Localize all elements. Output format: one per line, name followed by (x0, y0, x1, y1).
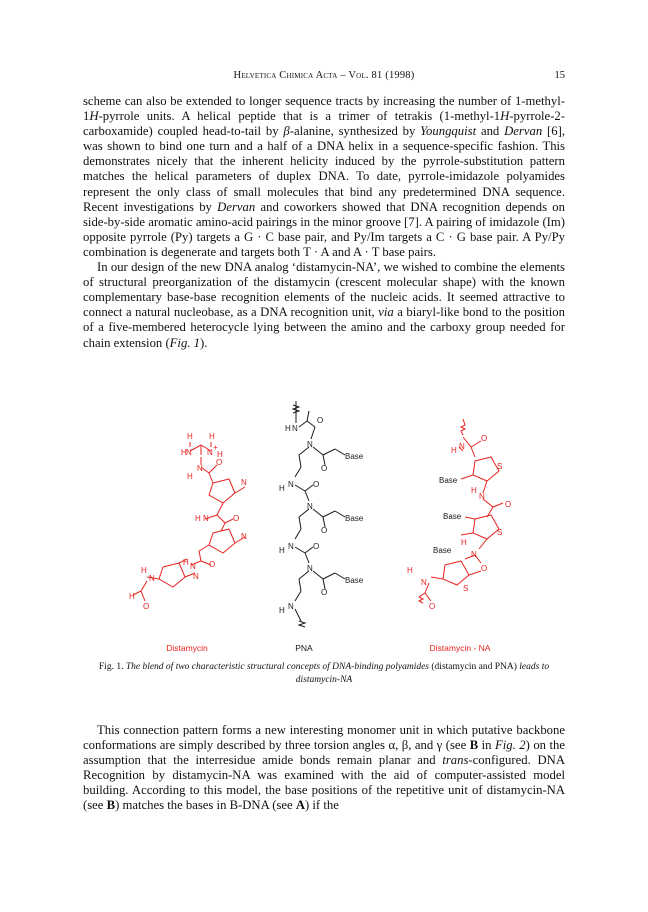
svg-text:N: N (288, 602, 294, 611)
svg-text:O: O (233, 514, 240, 523)
paragraph-3: This connection pattern forms a new interesting monomer unit in which putative backbone conformations are simply described by three torsion angles α, β, and γ (see B in Fig. 2) on the assumption that the interresidue amide bonds remain planar and trans-configured. DNA Recognition by distamycin-NA was examined with the aid of computer-assisted model building. According to this model, the base positions of the repetitive unit of distamycin-NA (see B) matches the bases in B-DNA (see A) if the (83, 723, 565, 813)
svg-text:H: H (279, 606, 285, 615)
body-text-top (83, 94, 565, 351)
svg-text:H: H (471, 486, 477, 495)
pna-structure (293, 401, 345, 627)
svg-text:N: N (197, 464, 203, 473)
svg-text:H: H (407, 566, 413, 575)
svg-text:O: O (317, 416, 324, 425)
svg-text:N: N (421, 578, 427, 587)
svg-text:Base: Base (345, 514, 364, 523)
svg-text:Base: Base (345, 576, 364, 585)
svg-text:H: H (187, 432, 193, 441)
svg-text:H: H (451, 446, 457, 455)
svg-text:Base: Base (439, 476, 458, 485)
figure-1 (83, 395, 565, 657)
svg-text:O: O (481, 434, 488, 443)
running-head: Helvetica Chimica Acta – Vol. 81 (1998) (233, 70, 415, 81)
svg-text:O: O (321, 526, 328, 535)
svg-text:N: N (203, 514, 209, 523)
svg-text:N: N (241, 478, 247, 487)
svg-text:H: H (461, 538, 467, 547)
svg-text:Base: Base (433, 546, 452, 555)
svg-text:H: H (217, 450, 223, 459)
svg-text:H: H (209, 432, 215, 441)
svg-text:O: O (481, 564, 488, 573)
figure-caption: Fig. 1. The blend of two characteristic structural concepts of DNA-binding polyamides (distamycin and PNA) leads to distamycin-NA (98, 662, 550, 685)
svg-text:O: O (505, 500, 512, 509)
svg-text:O: O (429, 602, 436, 611)
svg-text:H: H (183, 558, 189, 567)
svg-text:O: O (313, 480, 320, 489)
svg-text:H: H (279, 546, 285, 555)
body-text-bottom (83, 723, 565, 814)
label-distamycin-na: Distamycin - NA (429, 643, 491, 653)
svg-text:H: H (195, 514, 201, 523)
svg-text:S: S (497, 462, 503, 471)
page-number: 15 (554, 70, 565, 81)
label-distamycin: Distamycin (166, 643, 208, 653)
svg-text:N: N (241, 532, 247, 541)
svg-text:N: N (292, 424, 298, 433)
svg-text:H: H (187, 472, 193, 481)
svg-text:S: S (497, 528, 503, 537)
paragraph-1: scheme can also be extended to longer sequence tracts by increasing the number of 1-methyl-1H-pyrrole units. A helical peptide that is a trimer of tetrakis (1-methyl-1H-pyrrole-2-carboxamide) coupled head-to-tail by β-alanine, synthesized by Youngquist and Dervan [6], was shown to bind one turn and a half of a DNA helix in a sequence-specific fashion. This demonstrates nicely that the inherent helicity induced by the pyrrole-substitution pattern matches the helical parameters of duplex DNA. To date, pyrrole-imidazole polyamides represent the only class of small molecules that bind any predetermined DNA sequence. Recent investigations by Dervan and coworkers showed that DNA recognition depends on side-by-side aromatic amino-acid pairings in the minor groove [7]. A pairing of imidazole (Im) opposite pyrrole (Py) targets a G · C base pair, and Py/Im targets a C · G base pair. A Py/Py combination is degenerate and targets both T · A and A · T base pairs. (83, 94, 565, 259)
svg-text:O: O (313, 542, 320, 551)
svg-text:O: O (321, 464, 328, 473)
chemical-structures-figure (83, 395, 565, 657)
svg-text:N: N (190, 562, 196, 571)
svg-text:S: S (463, 584, 469, 593)
svg-text:N: N (149, 574, 155, 583)
svg-text:H: H (181, 448, 187, 457)
svg-text:N: N (307, 440, 313, 449)
svg-text:N: N (207, 448, 213, 457)
svg-text:+: + (213, 443, 218, 452)
svg-text:N: N (288, 480, 294, 489)
svg-text:O: O (209, 560, 216, 569)
svg-text:H: H (141, 566, 147, 575)
svg-text:H: H (285, 424, 291, 433)
svg-text:H: H (279, 484, 285, 493)
svg-text:N: N (459, 442, 465, 451)
svg-text:O: O (216, 458, 223, 467)
svg-text:H: H (129, 592, 135, 601)
svg-text:Base: Base (345, 452, 364, 461)
svg-text:N: N (471, 550, 477, 559)
paragraph-2: In our design of the new DNA analog ‘distamycin-NA’, we wished to combine the elements of structural preorganization of the distamycin (crescent molecular shape) with the known complementary base-base recognition elements of the nucleic acids. It seemed attractive to connect a natural nucleobase, as a DNA recognition unit, via a biaryl-like bond to the position of a five-membered heterocycle lying between the amino and the carboxy group needed for chain extension (Fig. 1). (83, 260, 565, 350)
svg-text:O: O (321, 588, 328, 597)
distamycin-atoms (129, 432, 247, 611)
svg-text:O: O (143, 602, 150, 611)
label-pna: PNA (295, 643, 313, 653)
svg-text:N: N (193, 572, 199, 581)
svg-text:N: N (288, 542, 294, 551)
svg-text:N: N (307, 564, 313, 573)
svg-text:N: N (307, 502, 313, 511)
page-header (0, 70, 648, 86)
svg-text:N: N (479, 492, 485, 501)
svg-text:N: N (186, 448, 192, 457)
svg-text:Base: Base (443, 512, 462, 521)
